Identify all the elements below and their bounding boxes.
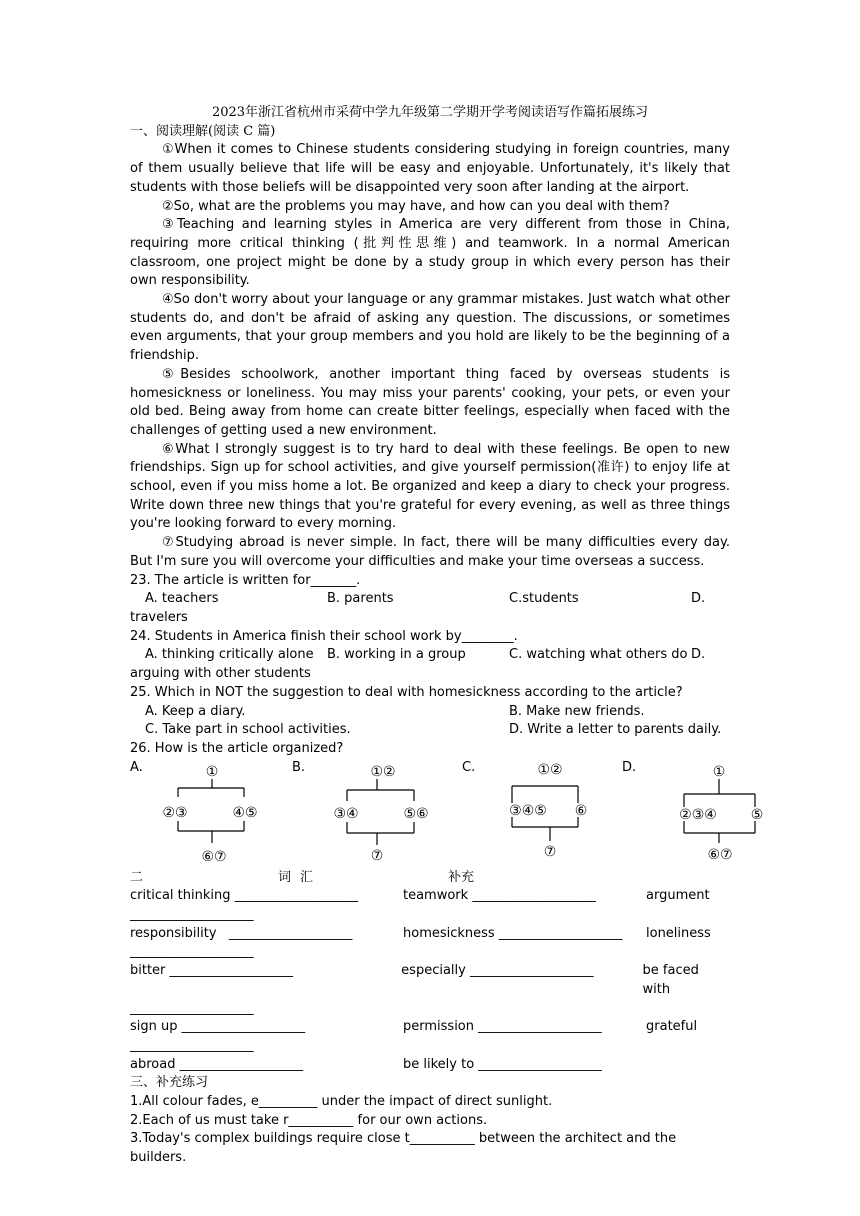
- question-25-stem: 25. Which in NOT the suggestion to deal with homesickness according to the article?: [130, 684, 683, 700]
- vocab-item: grateful: [646, 1019, 698, 1035]
- option-d: D. Write a letter to parents daily.: [509, 722, 722, 738]
- vocab-row: [130, 1000, 730, 1019]
- question-25-options-row1: [130, 703, 730, 722]
- vocab-blank: ___________________: [130, 944, 254, 960]
- diagram-b-bottom: ⑦: [370, 847, 384, 864]
- vocab-item: argument: [646, 888, 710, 904]
- option-c: C. Take part in school activities.: [145, 722, 351, 738]
- vocab-item: critical thinking ___________________: [130, 888, 359, 904]
- option-a: A. thinking critically alone: [145, 647, 314, 663]
- vocab-item: sign up ___________________: [130, 1019, 306, 1035]
- option-a: A. teachers: [145, 591, 219, 607]
- structure-diagrams: [130, 759, 764, 871]
- section-heading-exercises: 三、补充练习: [130, 1075, 209, 1091]
- option-c: C. watching what others do: [509, 647, 688, 663]
- question-24-options: [130, 646, 730, 665]
- vocab-item: homesickness ___________________: [403, 925, 623, 941]
- vocab-row: [130, 1037, 730, 1056]
- question-23-options: [130, 590, 730, 609]
- vocab-item: permission ___________________: [403, 1019, 602, 1035]
- option-b: B. Make new friends.: [509, 703, 645, 719]
- option-d: D.: [691, 591, 706, 607]
- diagram-b-top: ①②: [370, 763, 396, 780]
- vocab-item: be likely to ___________________: [403, 1056, 602, 1072]
- option-b-label: B.: [292, 759, 306, 775]
- question-24-stem: 24. Students in America finish their school work by________.: [130, 628, 518, 644]
- section-heading-vocab: [130, 869, 730, 888]
- vocab-item: responsibility ___________________: [130, 925, 353, 941]
- page-title: 2023年浙江省杭州市采荷中学九年级第二学期开学考阅读语写作篇拓展练习: [211, 105, 649, 120]
- vocab-item: especially ___________________: [401, 963, 594, 979]
- vocab-row: [130, 943, 730, 962]
- vocab-item: teamwork ___________________: [403, 888, 596, 904]
- vocab-row: [130, 906, 730, 925]
- section-heading-reading: 一、阅读理解(阅读 C 篇): [130, 123, 276, 139]
- diagram-a-right: ④⑤: [232, 804, 258, 821]
- option-d: D.: [691, 647, 706, 663]
- section-heading-part: 二: [130, 869, 144, 885]
- vocab-list: [130, 887, 730, 1074]
- vocab-item: be faced with: [642, 963, 699, 997]
- diagram-a-left: ②③: [162, 804, 188, 821]
- option-d-text: travelers: [130, 609, 188, 625]
- diagram-b-left: ③④: [333, 805, 359, 822]
- vocab-row: [130, 1056, 730, 1075]
- vocab-item: bitter ___________________: [130, 963, 294, 979]
- diagram-c-bottom: ⑦: [543, 843, 557, 860]
- vocab-row: [130, 962, 730, 999]
- question-26-stem: 26. How is the article organized?: [130, 740, 344, 756]
- option-c-label: C.: [462, 759, 476, 775]
- vocab-row: [130, 925, 730, 944]
- paragraph-5: ⑤Besides schoolwork, another important thing faced by overseas students is homesickness or loneliness. You may miss your parents' cooking, your pets, or even your old bed. Being away from home can create bitter feelings, especially when faced with the challenges of getting used a new environment.: [130, 366, 730, 438]
- paragraph-7: ⑦Studying abroad is never simple. In fact, there will be many difficulties every day. But I'm sure you will overcome your difficulties and make your time overseas a success.: [130, 535, 730, 569]
- diagram-c-right: ⑥: [574, 802, 588, 819]
- vocab-blank: ___________________: [130, 1037, 254, 1053]
- option-a: A. Keep a diary.: [145, 703, 246, 719]
- vocab-row: [130, 1018, 730, 1037]
- diagram-d-top: ①: [712, 763, 726, 780]
- paragraph-4: ④So don't worry about your language or any grammar mistakes. Just watch what other students do, and don't be afraid of asking any question. The discussions, or sometimes even arguments, that your group members and you hold are likely to be the beginning of a friendship.: [130, 292, 730, 364]
- diagram-c-left: ③④⑤: [509, 802, 547, 819]
- option-a-label: A.: [130, 759, 143, 775]
- vocab-item: loneliness: [646, 925, 711, 941]
- section-heading-part: 补充: [448, 869, 475, 885]
- paragraph-6: ⑥What I strongly suggest is to try hard to deal with these feelings. Be open to new friendships. Sign up for school activities, and give yourself permission(准许) to enjoy life at school, even if you miss home a lot. Be organized and keep a diary to check your progress. Write down three new things that you're grateful for every evening, as well as three things you're looking forward to every morning.: [130, 441, 730, 532]
- option-b: B. working in a group: [327, 647, 466, 663]
- exercise-3: 3.Today's complex buildings require close t__________ between the architect and the builders.: [130, 1131, 677, 1166]
- diagram-d-right: ⑤: [750, 806, 764, 823]
- document-page: [130, 104, 764, 1168]
- option-d-text: arguing with other students: [130, 666, 311, 682]
- option-d-label: D.: [622, 759, 637, 775]
- diagram-a-top: ①: [205, 763, 219, 780]
- section-heading-part: 词: [278, 869, 292, 885]
- vocab-blank: ___________________: [130, 907, 254, 923]
- structure-diagrams-svg: [130, 759, 764, 871]
- paragraph-1: ①When it comes to Chinese students considering studying in foreign countries, many of them usually believe that life will be easy and enjoyable. Unfortunately, it's likely that students with those beliefs will be disappointed very soon after landing at the airport.: [130, 142, 730, 195]
- question-25-options-row2: [130, 721, 730, 740]
- vocab-blank: ___________________: [130, 1000, 254, 1016]
- vocab-item: abroad ___________________: [130, 1056, 304, 1072]
- exercise-2: 2.Each of us must take r__________ for our own actions.: [130, 1112, 488, 1128]
- diagram-d-bottom: ⑥⑦: [707, 846, 733, 863]
- question-23-stem: 23. The article is written for_______.: [130, 572, 361, 588]
- paragraph-2: ②So, what are the problems you may have, and how can you deal with them?: [162, 198, 670, 214]
- diagram-c-top: ①②: [537, 761, 563, 778]
- vocab-row: [130, 887, 730, 906]
- option-b: B. parents: [327, 591, 394, 607]
- diagram-a-bottom: ⑥⑦: [201, 848, 227, 865]
- diagram-b-right: ⑤⑥: [403, 805, 429, 822]
- diagram-d-left: ②③④: [679, 806, 717, 823]
- paragraph-3: ③Teaching and learning styles in America are very different from those in China, requiring more critical thinking (批判性思维) and teamwork. In a normal American classroom, one project might be done by a study group in which every person has their own responsibility.: [130, 217, 730, 289]
- exercise-1: 1.All colour fades, e_________ under the impact of direct sunlight.: [130, 1094, 553, 1110]
- section-heading-part: 汇: [300, 869, 314, 885]
- option-c: C.students: [509, 591, 579, 607]
